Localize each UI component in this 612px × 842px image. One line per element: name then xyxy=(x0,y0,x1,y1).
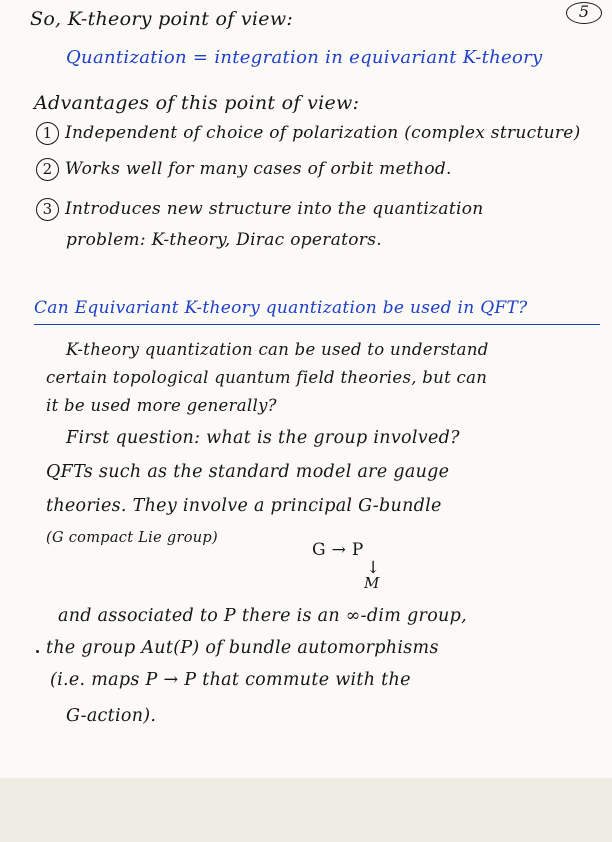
scan-bottom-margin xyxy=(0,778,612,842)
quantization-definition: Quantization = integration in equivariant K-theory xyxy=(66,47,543,68)
bundle-diagram-top: G → P xyxy=(312,540,364,560)
paragraph1-line3: it be used more generally? xyxy=(46,396,277,415)
heading-k-theory-view: So, K-theory point of view: xyxy=(30,8,294,30)
paragraph3-line2: the group Aut(P) of bundle automorphisms xyxy=(46,638,439,658)
advantage-item-3-continued: problem: K-theory, Dirac operators. xyxy=(66,230,382,250)
paragraph2-line4: (G compact Lie group) xyxy=(46,530,218,546)
section-heading-qft: Can Equivariant K-theory quantization be used in QFT? xyxy=(34,298,528,318)
item-number-2: 2 xyxy=(36,158,59,181)
paragraph2-line3: theories. They involve a principal G-bundle xyxy=(46,496,442,516)
advantages-title: Advantages of this point of view: xyxy=(34,92,360,114)
paragraph3-line4: G-action). xyxy=(66,706,157,726)
paragraph3-line1: and associated to P there is an ∞-dim group, xyxy=(58,606,467,626)
margin-dot xyxy=(36,650,39,653)
paragraph3-line3: (i.e. maps P → P that commute with the xyxy=(50,670,411,690)
bundle-diagram-base: M xyxy=(364,574,380,592)
paragraph1-line2: certain topological quantum field theories, but can xyxy=(46,368,488,387)
advantage-text-2: Works well for many cases of orbit method. xyxy=(65,159,452,179)
item-number-1: 1 xyxy=(36,122,59,145)
paragraph1-line1: K-theory quantization can be used to understand xyxy=(66,340,489,359)
advantage-item-3 xyxy=(36,198,484,221)
advantage-text-3: Introduces new structure into the quantization xyxy=(65,199,484,219)
section-heading-underline xyxy=(34,324,600,325)
advantage-item-1 xyxy=(36,122,581,145)
bundle-diagram-arrow: ↓ xyxy=(366,558,381,578)
page-number: 5 xyxy=(566,2,602,24)
paragraph2-line2: QFTs such as the standard model are gauge xyxy=(46,462,450,482)
paragraph2-line1: First question: what is the group involved? xyxy=(66,428,460,448)
advantage-item-2 xyxy=(36,158,452,181)
advantage-text-1: Independent of choice of polarization (complex structure) xyxy=(65,123,581,143)
item-number-3: 3 xyxy=(36,198,59,221)
